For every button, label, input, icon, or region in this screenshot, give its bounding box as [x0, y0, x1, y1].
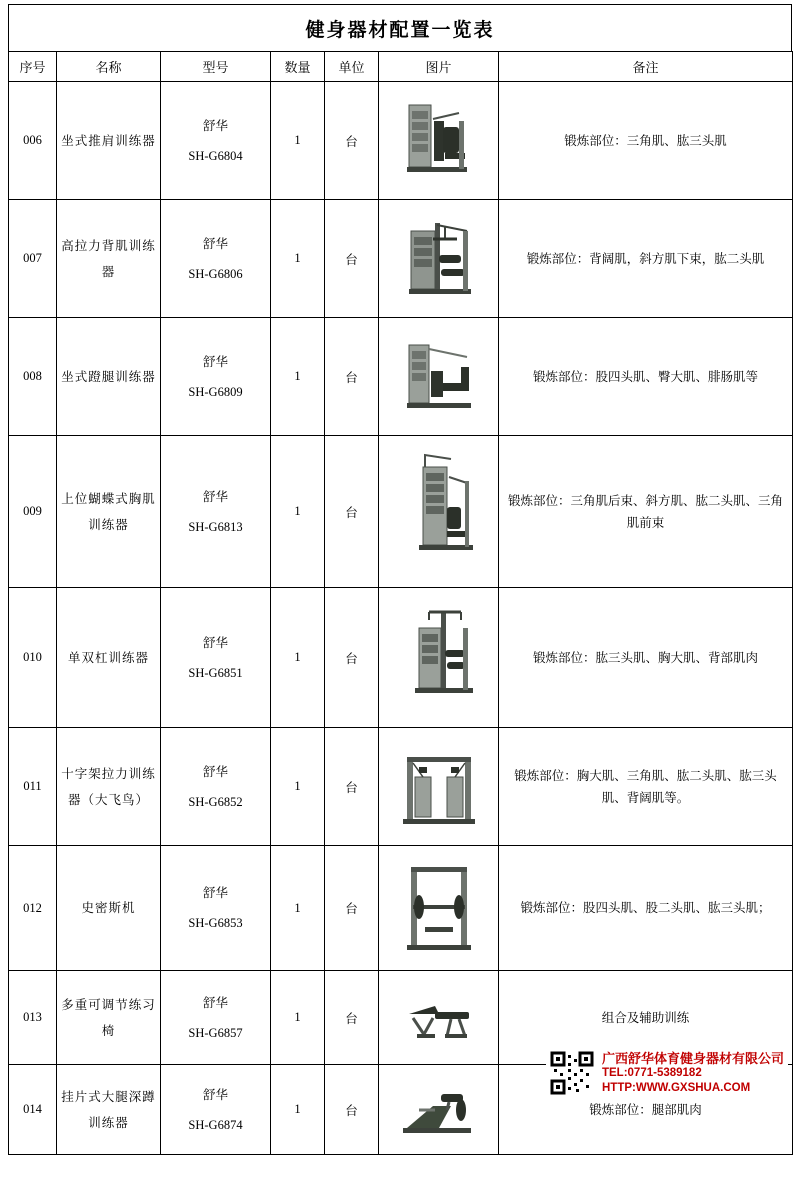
cell-model — [161, 971, 271, 1065]
cell-image — [379, 728, 499, 846]
cable-crossover-machine-icon — [389, 737, 489, 837]
cell-image — [379, 846, 499, 971]
cell-model — [161, 436, 271, 588]
cell-model — [161, 728, 271, 846]
cell-unit: 台 — [325, 1065, 379, 1155]
column-header-index: 序号 — [9, 52, 57, 82]
cell-note: 组合及辅助训练 — [499, 971, 793, 1065]
cell-qty: 1 — [271, 82, 325, 200]
column-header-model: 型号 — [161, 52, 271, 82]
document-page — [0, 4, 800, 1155]
cell-index: 013 — [9, 971, 57, 1065]
cell-model-brand: 舒华 — [202, 236, 228, 251]
cell-image — [379, 318, 499, 436]
qr-code-icon — [550, 1051, 594, 1095]
page-title: 健身器材配置一览表 — [8, 4, 792, 51]
cell-index: 011 — [9, 728, 57, 846]
column-header-name: 名称 — [57, 52, 161, 82]
cell-model — [161, 318, 271, 436]
cell-qty: 1 — [271, 846, 325, 971]
cell-image — [379, 971, 499, 1065]
cell-unit: 台 — [325, 588, 379, 728]
cell-note: 锻炼部位：三角肌后束、斜方肌、肱二头肌、三角肌前束 — [499, 436, 793, 588]
cell-unit: 台 — [325, 436, 379, 588]
cell-model-code: SH-G6852 — [188, 794, 243, 809]
cell-image — [379, 588, 499, 728]
cell-model-code: SH-G6851 — [188, 665, 243, 680]
seated-leg-press-machine-icon — [389, 327, 489, 427]
cell-index: 009 — [9, 436, 57, 588]
cell-unit: 台 — [325, 82, 379, 200]
column-header-qty: 数量 — [271, 52, 325, 82]
cell-index: 012 — [9, 846, 57, 971]
cell-qty: 1 — [271, 318, 325, 436]
cell-image — [379, 1065, 499, 1155]
cell-model — [161, 1065, 271, 1155]
cell-qty: 1 — [271, 436, 325, 588]
table-row — [9, 82, 793, 200]
cell-model-code: SH-G6809 — [188, 384, 243, 399]
cell-note: 锻炼部位：腿部肌肉 — [499, 1065, 793, 1155]
cell-name: 十字架拉力训练器（大飞鸟） — [57, 728, 161, 846]
table-row — [9, 846, 793, 971]
pec-deck-fly-machine-icon — [389, 447, 489, 577]
cell-model-code: SH-G6804 — [188, 148, 243, 163]
table-row — [9, 200, 793, 318]
cell-image — [379, 200, 499, 318]
cell-name: 上位蝴蝶式胸肌训练器 — [57, 436, 161, 588]
cell-model — [161, 846, 271, 971]
table-row — [9, 728, 793, 846]
cell-index: 010 — [9, 588, 57, 728]
cell-model-brand: 舒华 — [202, 995, 228, 1010]
cell-note: 锻炼部位：三角肌、肱三头肌 — [499, 82, 793, 200]
table-row — [9, 436, 793, 588]
cell-name: 单双杠训练器 — [57, 588, 161, 728]
cell-qty: 1 — [271, 971, 325, 1065]
smith-machine-icon — [389, 853, 489, 963]
cell-index: 007 — [9, 200, 57, 318]
cell-name: 高拉力背肌训练器 — [57, 200, 161, 318]
cell-unit: 台 — [325, 200, 379, 318]
cell-qty: 1 — [271, 728, 325, 846]
cell-note: 锻炼部位：股四头肌、股二头肌、肱三头肌； — [499, 846, 793, 971]
company-footer-stamp — [546, 1048, 788, 1099]
cell-model-brand: 舒华 — [202, 354, 228, 369]
cell-qty: 1 — [271, 588, 325, 728]
cell-name: 坐式蹬腿训练器 — [57, 318, 161, 436]
cell-model-code: SH-G6806 — [188, 266, 243, 281]
cell-image — [379, 436, 499, 588]
cell-model — [161, 200, 271, 318]
adjustable-bench-icon — [389, 988, 489, 1048]
cell-model-brand: 舒华 — [202, 118, 228, 133]
cell-name: 坐式推肩训练器 — [57, 82, 161, 200]
cell-qty: 1 — [271, 200, 325, 318]
cell-index: 008 — [9, 318, 57, 436]
plate-loaded-squat-machine-icon — [389, 1080, 489, 1140]
column-header-image: 图片 — [379, 52, 499, 82]
column-header-note: 备注 — [499, 52, 793, 82]
cell-model-brand: 舒华 — [202, 1087, 228, 1102]
cell-unit: 台 — [325, 728, 379, 846]
cell-note: 锻炼部位：胸大肌、三角肌、肱二头肌、肱三头肌、背阔肌等。 — [499, 728, 793, 846]
company-tel: TEL:0771-5389182 — [601, 1067, 702, 1079]
cell-note: 锻炼部位：股四头肌、臀大肌、腓肠肌等 — [499, 318, 793, 436]
cell-note: 锻炼部位：肱三头肌、胸大肌、背部肌肉 — [499, 588, 793, 728]
table-row — [9, 588, 793, 728]
cell-name: 挂片式大腿深蹲训练器 — [57, 1065, 161, 1155]
cell-model-brand: 舒华 — [202, 489, 228, 504]
cell-model-code: SH-G6857 — [188, 1025, 243, 1040]
dip-chin-assist-machine-icon — [389, 598, 489, 718]
cell-model-code: SH-G6874 — [188, 1117, 243, 1132]
cell-model-code: SH-G6813 — [188, 519, 243, 534]
cell-model-brand: 舒华 — [202, 635, 228, 650]
cell-model-brand: 舒华 — [202, 886, 228, 900]
cell-model-code: SH-G6853 — [188, 916, 243, 930]
table-header-row — [9, 52, 793, 82]
cell-name: 史密斯机 — [57, 846, 161, 971]
cell-index: 014 — [9, 1065, 57, 1155]
company-name: 广西舒华体育健身器材有限公司 — [601, 1051, 784, 1066]
cell-note: 锻炼部位：背阔肌，斜方肌下束，肱二头肌 — [499, 200, 793, 318]
table-row — [9, 318, 793, 436]
cell-unit: 台 — [325, 846, 379, 971]
company-website: HTTP:WWW.GXSHUA.COM — [601, 1082, 751, 1094]
cell-model-brand: 舒华 — [202, 764, 228, 779]
cell-name: 多重可调节练习椅 — [57, 971, 161, 1065]
cell-unit: 台 — [325, 318, 379, 436]
cell-qty: 1 — [271, 1065, 325, 1155]
cell-index: 006 — [9, 82, 57, 200]
cell-unit: 台 — [325, 971, 379, 1065]
company-info — [602, 1051, 784, 1096]
cell-image — [379, 82, 499, 200]
cell-model — [161, 82, 271, 200]
cell-model — [161, 588, 271, 728]
equipment-table — [8, 51, 793, 1155]
column-header-unit: 单位 — [325, 52, 379, 82]
seated-shoulder-press-machine-icon — [389, 91, 489, 191]
lat-pulldown-machine-icon — [389, 209, 489, 309]
